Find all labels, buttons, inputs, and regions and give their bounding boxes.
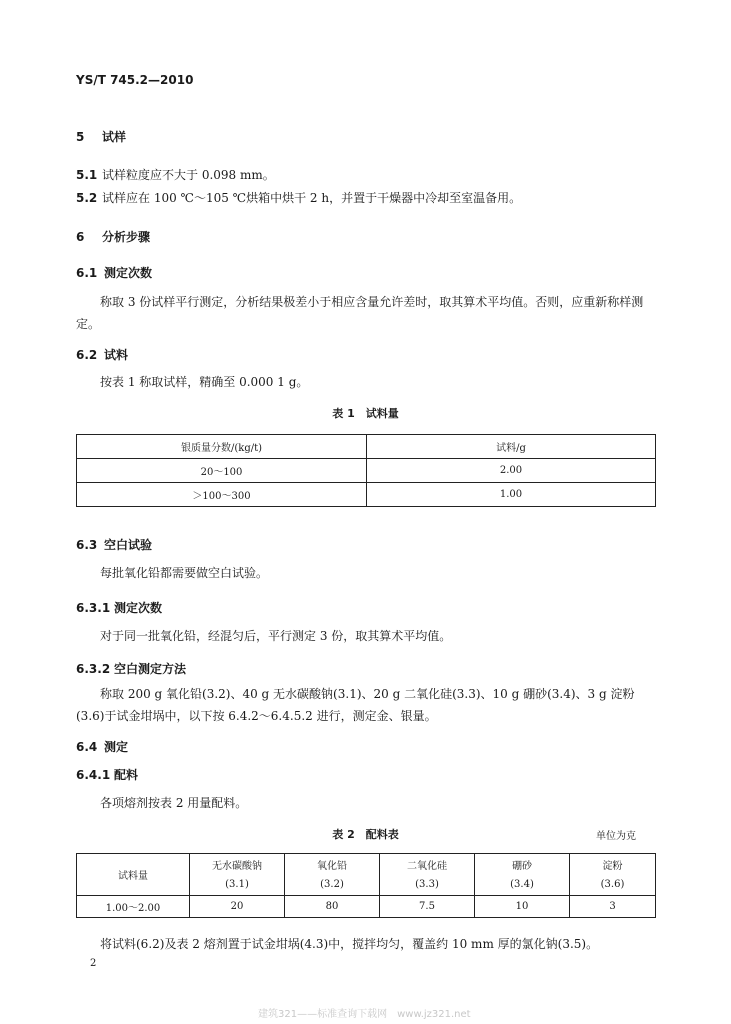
page-number: 2 (90, 958, 97, 969)
item-text: 试样粒度应不大于 0.098 mm。 (102, 168, 275, 182)
section-title: 试料 (104, 348, 129, 362)
table-1-cell: 20～100 (77, 459, 367, 483)
table-2-unit: 单位为克 (596, 831, 636, 842)
table-2-col-name: 硼砂 (475, 854, 570, 875)
table-1-header: 银质量分数/(kg/t) (77, 435, 367, 459)
table-2-cell: 20 (190, 896, 285, 918)
section-6-3-body: 每批氧化铅都需要做空白试验。 (100, 566, 269, 580)
item-5-2 (76, 189, 521, 206)
item-text: 试样应在 100 ℃～105 ℃烘箱中烘干 2 h，并置于干燥器中冷却至室温备用。 (102, 191, 522, 205)
table-1-caption: 表 1 试料量 (332, 407, 399, 420)
section-number: 6.2 (76, 348, 98, 362)
section-6-3-2-body: 称取 200 g 氧化铅(3.2)、40 g 无水碳酸钠(3.1)、20 g 二氧化硅(3.3)、10 g 硼砂(3.4)、3 g 淀粉(3.6)于试金坩埚中，以下按 6.4.2～6.4.5.2 进行，测定金、银量。 (76, 687, 635, 723)
table-1-cell: ＞100～300 (77, 483, 367, 507)
table-2-cell: 80 (285, 896, 380, 918)
section-6-4-heading (76, 738, 128, 755)
section-number: 6.1 (76, 266, 98, 280)
table-2-col-ref: (3.4) (475, 875, 570, 896)
section-title: 空白测定方法 (114, 662, 187, 676)
section-title: 配料 (114, 768, 139, 782)
table-2-row-label: 1.00～2.00 (77, 896, 190, 918)
section-title: 分析步骤 (102, 230, 151, 244)
table-1-header: 试料/g (367, 435, 656, 459)
section-number: 6.3.1 (76, 601, 111, 615)
section-6-3-1-heading (76, 599, 162, 616)
table-1-cell: 1.00 (367, 483, 656, 507)
table-2-col-name: 无水碳酸钠 (190, 854, 285, 875)
section-6-4-1-body: 各项熔剂按表 2 用量配料。 (100, 796, 248, 810)
section-number: 6 (76, 230, 85, 244)
section-number: 6.3 (76, 538, 98, 552)
section-title: 测定次数 (114, 601, 163, 615)
section-6-2-body: 按表 1 称取试样，精确至 0.000 1 g。 (100, 375, 309, 389)
section-title: 试样 (102, 130, 127, 144)
table-2-col-ref: (3.1) (190, 875, 285, 896)
section-title: 测定 (104, 740, 129, 754)
table-1-cell: 2.00 (367, 459, 656, 483)
table-2-col-ref: (3.3) (380, 875, 475, 896)
section-6-1-body: 称取 3 份试样平行测定，分析结果极差小于相应含量允许差时，取其算术平均值。否则，应重新称样测定。 (76, 295, 644, 331)
section-number: 5 (76, 130, 85, 144)
final-paragraph: 将试料(6.2)及表 2 熔剂置于试金坩埚(4.3)中，搅拌均匀，覆盖约 10 mm 厚的氯化钠(3.5)。 (100, 937, 599, 951)
table-1 (76, 434, 656, 507)
item-number: 5.2 (76, 191, 98, 205)
section-6-3-2-heading (76, 660, 186, 677)
item-5-1 (76, 166, 275, 183)
table-2-col-ref: (3.6) (570, 875, 656, 896)
section-title: 空白试验 (104, 538, 153, 552)
table-2-cell: 3 (570, 896, 656, 918)
section-6-3-1-body: 对于同一批氧化铅，经混匀后，平行测定 3 份，取其算术平均值。 (100, 629, 452, 643)
table-2-cell: 10 (475, 896, 570, 918)
section-6-4-1-heading (76, 766, 138, 783)
table-2-col-name: 淀粉 (570, 854, 656, 875)
standard-id: YS/T 745.2—2010 (76, 73, 194, 87)
table-2-cell: 7.5 (380, 896, 475, 918)
table-2-caption: 表 2 配料表 (332, 828, 399, 841)
table-2-col-name: 氧化铅 (285, 854, 380, 875)
section-6-heading (76, 228, 150, 245)
section-number: 6.3.2 (76, 662, 111, 676)
section-number: 6.4 (76, 740, 98, 754)
table-2 (76, 853, 656, 918)
section-6-1-heading (76, 264, 152, 281)
item-number: 5.1 (76, 168, 98, 182)
table-2-row-header: 试料量 (77, 854, 190, 896)
section-number: 6.4.1 (76, 768, 111, 782)
table-2-col-ref: (3.2) (285, 875, 380, 896)
section-5-heading (76, 128, 126, 145)
section-title: 测定次数 (104, 266, 153, 280)
table-2-col-name: 二氧化硅 (380, 854, 475, 875)
section-6-3-heading (76, 536, 152, 553)
watermark: 建筑321——标准查询下载网 www.jz321.net (258, 1009, 471, 1020)
section-6-2-heading (76, 346, 128, 363)
